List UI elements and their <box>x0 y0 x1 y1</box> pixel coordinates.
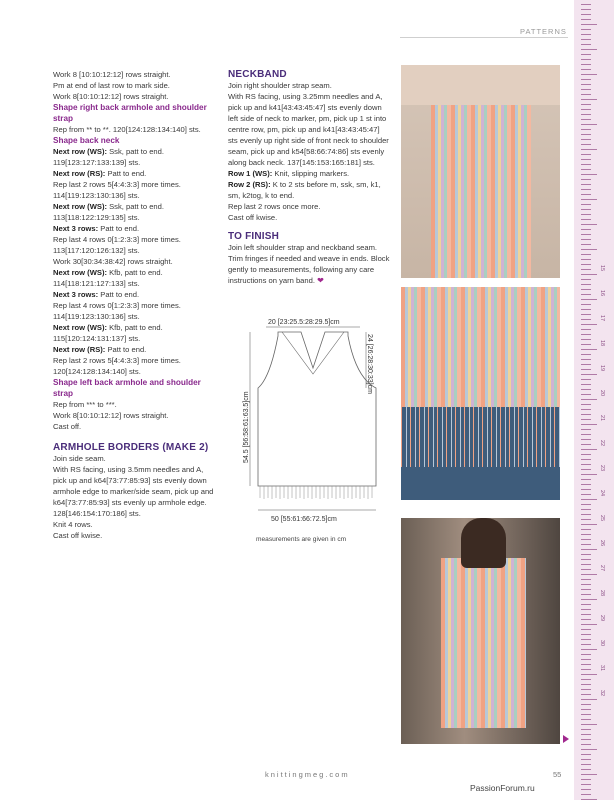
ruler-number: 21 <box>599 414 606 422</box>
text-line: 114[119:123:130:136] sts. <box>53 312 140 321</box>
text-line: Work 8[10:10:12:12] rows straight. <box>53 411 169 420</box>
photo-back-view <box>401 518 560 744</box>
text-line: Rep from *** to ***. <box>53 400 117 409</box>
text-line: Cast off kwise. <box>53 531 103 540</box>
ruler-number: 23 <box>599 464 606 472</box>
heading-to-finish: TO FINISH <box>228 231 280 242</box>
ruler-number: 19 <box>599 364 606 372</box>
row-instruction: Next row (WS): Kfb, patt to end. <box>53 268 163 277</box>
ruler-number: 15 <box>599 264 606 272</box>
striped-fabric <box>401 287 560 407</box>
text-line: 113[118:122:129:135] sts. <box>53 213 140 222</box>
measurements-note: measurements are given in cm <box>256 536 347 543</box>
bottom-width-label: 50 [55:61:66:72.5]cm <box>271 516 337 523</box>
text-line: 120[124:128:134:140] sts. <box>53 367 141 376</box>
text-line: Rep from ** to **. 120[124:128:134:140] sts. <box>53 125 201 134</box>
photo-front-closeup <box>401 65 560 278</box>
ruler-number: 20 <box>599 389 606 397</box>
ruler-number: 25 <box>599 514 606 522</box>
ruler-major-ticks <box>591 0 597 800</box>
ruler-number: 18 <box>599 339 606 347</box>
instructions-column-1 <box>53 69 218 541</box>
end-marker-icon: ❤ <box>317 276 324 285</box>
text-line: Join side seam. <box>53 454 106 463</box>
text-paragraph: With RS facing, using 3.25mm needles and A, pick up and k41[43:43:45:47] sts evenly down left side of neck to marker, pm, pick up 1 st into centre row, pm, pick up and k41[43:43:45:47] sts evenly up right side of front neck to shoulder seam, pick up and k54[58:66:74:86] sts evenly along back neck. 137[145:153:165:181] sts. <box>228 92 389 167</box>
ruler-number: 28 <box>599 589 606 597</box>
ruler-number: 22 <box>599 439 606 447</box>
section-label: PATTERNS <box>520 27 567 36</box>
garment-schematic <box>238 318 388 528</box>
ruler-fine-ticks <box>581 0 591 800</box>
text-line: Rep last 4 rows 0[1:2:3:3] more times. <box>53 301 181 310</box>
text-line: 114[119:123:130:136] sts. <box>53 191 140 200</box>
text-line: Work 30[30:34:38:42] rows straight. <box>53 257 173 266</box>
text-line: Knit 4 rows. <box>53 520 93 529</box>
text-line: 113[117:120:126:132] sts. <box>53 246 140 255</box>
text-line: Rep last 2 rows once more. <box>228 202 321 211</box>
ruler-numbers <box>599 0 611 800</box>
text-line: Pm at end of last row to mark side. <box>53 81 170 90</box>
skin-tone <box>401 65 560 105</box>
row-instruction: Next row (RS): Patt to end. <box>53 169 147 178</box>
text-line: 114[118:121:127:133] sts. <box>53 279 140 288</box>
text-line: Cast off kwise. <box>228 213 278 222</box>
instructions-column-2 <box>228 69 390 286</box>
striped-back <box>441 558 526 728</box>
ruler-number: 30 <box>599 639 606 647</box>
header-divider <box>400 37 568 38</box>
text-line: Cast off. <box>53 422 82 431</box>
row-instruction: Next row (WS): Kfb, patt to end. <box>53 323 163 332</box>
text-line: Join right shoulder strap seam. <box>228 81 332 90</box>
row-instruction: Next row (WS): Ssk, patt to end. <box>53 147 164 156</box>
subheading-shape-left-back: Shape left back armhole and shoulder strap <box>53 378 201 398</box>
ruler-number: 17 <box>599 314 606 322</box>
watermark: PassionForum.ru <box>470 783 535 793</box>
subheading-shape-back-neck: Shape back neck <box>53 136 120 145</box>
ruler-number: 27 <box>599 564 606 572</box>
footer-website: knittingmeg.com <box>265 770 350 779</box>
text-paragraph: Join left shoulder strap and neckband seam. Trim fringes if needed and weave in ends. Block gently to measurements, following any care instructions on yarn band. ❤ <box>228 243 390 285</box>
fringe-strands <box>401 407 560 467</box>
text-line: Work 8 [10:10:12:12] rows straight. <box>53 70 171 79</box>
page-number: 55 <box>553 770 562 779</box>
top-width-label: 20 [23:25.5:28:29.5]cm <box>268 319 340 326</box>
garment-outline <box>258 332 376 486</box>
ruler-number: 29 <box>599 614 606 622</box>
heading-armhole-borders: ARMHOLE BORDERS (MAKE 2) <box>53 442 209 453</box>
heading-neckband: NECKBAND <box>228 69 287 80</box>
ruler-number: 31 <box>599 664 606 672</box>
ruler-number: 24 <box>599 489 606 497</box>
row-instruction: Row 1 (WS): Knit, slipping markers. <box>228 169 350 178</box>
continue-arrow-icon <box>563 735 569 743</box>
row-instruction: Row 2 (RS): K to 2 sts before m, ssk, sm, k1, sm, k2tog, k to end. <box>228 180 381 200</box>
ruler-number: 32 <box>599 689 606 697</box>
row-instruction: Next 3 rows: Patt to end. <box>53 290 140 299</box>
fringe <box>260 486 372 499</box>
row-instruction: Next 3 rows: Patt to end. <box>53 224 140 233</box>
text-line: 115[120:124:131:137] sts. <box>53 334 141 343</box>
text-paragraph: With RS facing, using 3.5mm needles and A, pick up and k64[73:77:85:93] sts evenly down armhole edge to marker/side seam, pick up and k64[73:77:85:93] sts evenly up armhole edge. 128[146:154:170:186] sts. <box>53 465 214 518</box>
text-line: Rep last 2 rows 5[4:4:3:3] more times. <box>53 180 181 189</box>
ruler-number: 16 <box>599 289 606 297</box>
row-instruction: Next row (WS): Ssk, patt to end. <box>53 202 164 211</box>
text-line: Rep last 2 rows 5[4:4:3:3] more times. <box>53 356 181 365</box>
text-line: Rep last 4 rows 0[1:2:3:3] more times. <box>53 235 181 244</box>
ruler-number: 26 <box>599 539 606 547</box>
text-line: 119[123:127:133:139] sts. <box>53 158 141 167</box>
text-line: Work 8[10:10:12:12] rows straight. <box>53 92 169 101</box>
photo-fringe-detail <box>401 287 560 500</box>
hair <box>461 518 506 568</box>
row-instruction: Next row (RS): Patt to end. <box>53 345 147 354</box>
striped-top <box>431 105 531 278</box>
length-label: 54.5 [56:58:61:63.5]cm <box>243 391 250 463</box>
armhole-depth-label: 24 [26:28:30:33]cm <box>366 334 373 394</box>
subheading-shape-right-back: Shape right back armhole and shoulder strap <box>53 103 207 123</box>
